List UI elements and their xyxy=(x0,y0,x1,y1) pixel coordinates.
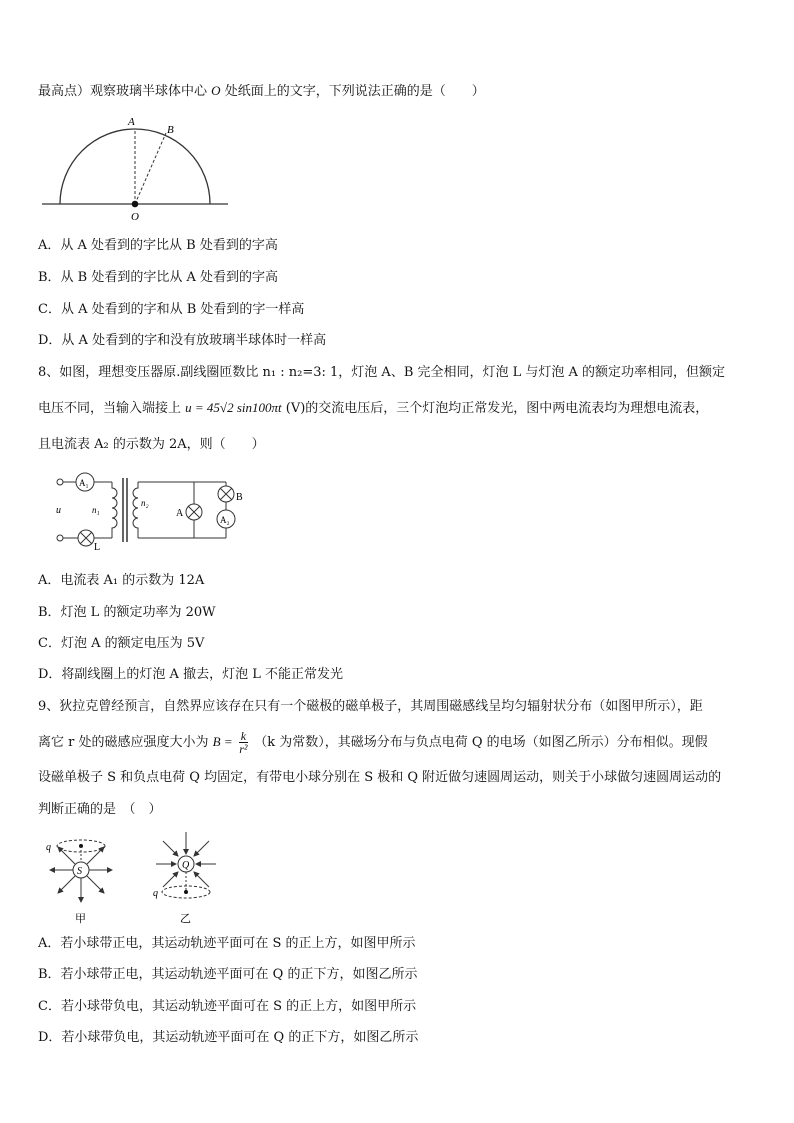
q7-label-A: A xyxy=(128,116,135,128)
q8-n1-label: n₁ xyxy=(92,505,100,515)
q9-stem-line3: 设磁单极子 S 和负点电荷 Q 均固定，有带电小球分别在 S 极和 Q 附近做匀速圆周运动，则关于小球做匀速圆周运动的 xyxy=(38,770,722,785)
q9-fraction xyxy=(239,730,248,755)
q9-figure-jia xyxy=(46,840,112,925)
q9-label-q-jia: q xyxy=(46,842,51,853)
q8-voltage-formula: u = 45√2 sin100πt xyxy=(185,400,282,415)
q8-ammeter-a2: A₂ xyxy=(220,515,230,525)
q8-lamp-A-label: A xyxy=(176,508,184,519)
q9-stem-line1: 9、狄拉克曾经预言，自然界应该存在只有一个磁极的磁单极子，其周围磁感线呈均匀辐射状分布（如图甲所示），距 xyxy=(38,699,703,714)
q9-field-figures xyxy=(36,826,236,926)
q7-option-d: D．从 A 处看到的字和没有放玻璃半球体时一样高 xyxy=(38,333,327,348)
q7-stem-text: 最高点）观察玻璃半球体中心 xyxy=(38,84,208,99)
q8-n2-label: n₂ xyxy=(141,498,149,508)
q8-ammeter-a1: A₁ xyxy=(79,478,89,488)
q7-hemisphere-figure xyxy=(40,112,230,222)
q8-stem-line2-b: (V)的交流电压后，三个灯泡均正常发光，图中两电流表均为理想电流表， xyxy=(285,401,709,416)
q9-label-Q: Q xyxy=(182,860,190,871)
q7-stem-O: O xyxy=(211,83,221,98)
q7-label-O: O xyxy=(131,211,139,222)
q8-option-c: C．灯泡 A 的额定电压为 5V xyxy=(38,636,205,651)
q9-fraction-den: r² xyxy=(239,742,248,756)
q8-u-label: u xyxy=(56,505,61,516)
q7-label-B: B xyxy=(167,124,174,136)
q8-option-b: B．灯泡 L 的额定功率为 20W xyxy=(38,605,216,620)
q8-stem-line2 xyxy=(38,399,708,418)
q9-label-jia: 甲 xyxy=(75,913,86,925)
q9-B-symbol: B = xyxy=(212,734,233,749)
q8-lamp-B-label: B xyxy=(236,492,243,503)
q8-stem-line1: 8、如图，理想变压器原.副线圈匝数比 n₁ : n₂=3: 1，灯泡 A、B 完全相同，灯泡 L 与灯泡 A 的额定功率相同，但额定 xyxy=(38,365,726,380)
q8-option-a: A．电流表 A₁ 的示数为 12A xyxy=(38,573,205,588)
q9-label-yi: 乙 xyxy=(180,913,191,925)
q9-stem-line2-a: 离它 r 处的磁感应强度大小为 xyxy=(38,735,209,750)
q8-lamp-L-label: L xyxy=(94,542,101,553)
q9-option-d: D．若小球带负电，其运动轨迹平面可在 Q 的正下方，如图乙所示 xyxy=(38,1030,419,1045)
q9-option-c: C．若小球带负电，其运动轨迹平面可在 S 的正上方，如图甲所示 xyxy=(38,999,417,1014)
q9-label-S: S xyxy=(77,866,82,877)
q9-stem-line2 xyxy=(38,730,708,755)
q8-option-d: D．将副线圈上的灯泡 A 撤去，灯泡 L 不能正常发光 xyxy=(38,667,343,682)
q7-option-b: B．从 B 处看到的字比从 A 处看到的字高 xyxy=(38,270,279,285)
q9-fraction-num: k xyxy=(240,729,247,743)
q7-option-a: A．从 A 处看到的字比从 B 处看到的字高 xyxy=(38,238,278,253)
q9-option-b: B．若小球带正电，其运动轨迹平面可在 Q 的正下方，如图乙所示 xyxy=(38,967,418,982)
q9-figure-yi xyxy=(153,832,216,925)
q9-option-a: A．若小球带正电，其运动轨迹平面可在 S 的正上方，如图甲所示 xyxy=(38,936,416,951)
q8-stem-line2-a: 电压不同，当输入端接上 xyxy=(38,401,182,416)
q9-stem-line4: 判断正确的是 （ ） xyxy=(38,802,162,817)
q7-stem xyxy=(38,82,485,101)
q7-stem-rest: 处纸面上的文字，下列说法正确的是（ ） xyxy=(224,84,485,99)
q7-option-c: C．从 A 处看到的字和从 B 处看到的字一样高 xyxy=(38,302,305,317)
q8-transformer-circuit xyxy=(48,466,258,554)
q9-label-q-yi: q xyxy=(153,888,158,899)
q8-stem-line3: 且电流表 A₂ 的示数为 2A，则（ ） xyxy=(38,437,265,452)
q9-stem-line2-b: （k 为常数），其磁场分布与负点电荷 Q 的电场（如图乙所示）分布相似。现假 xyxy=(254,735,708,750)
